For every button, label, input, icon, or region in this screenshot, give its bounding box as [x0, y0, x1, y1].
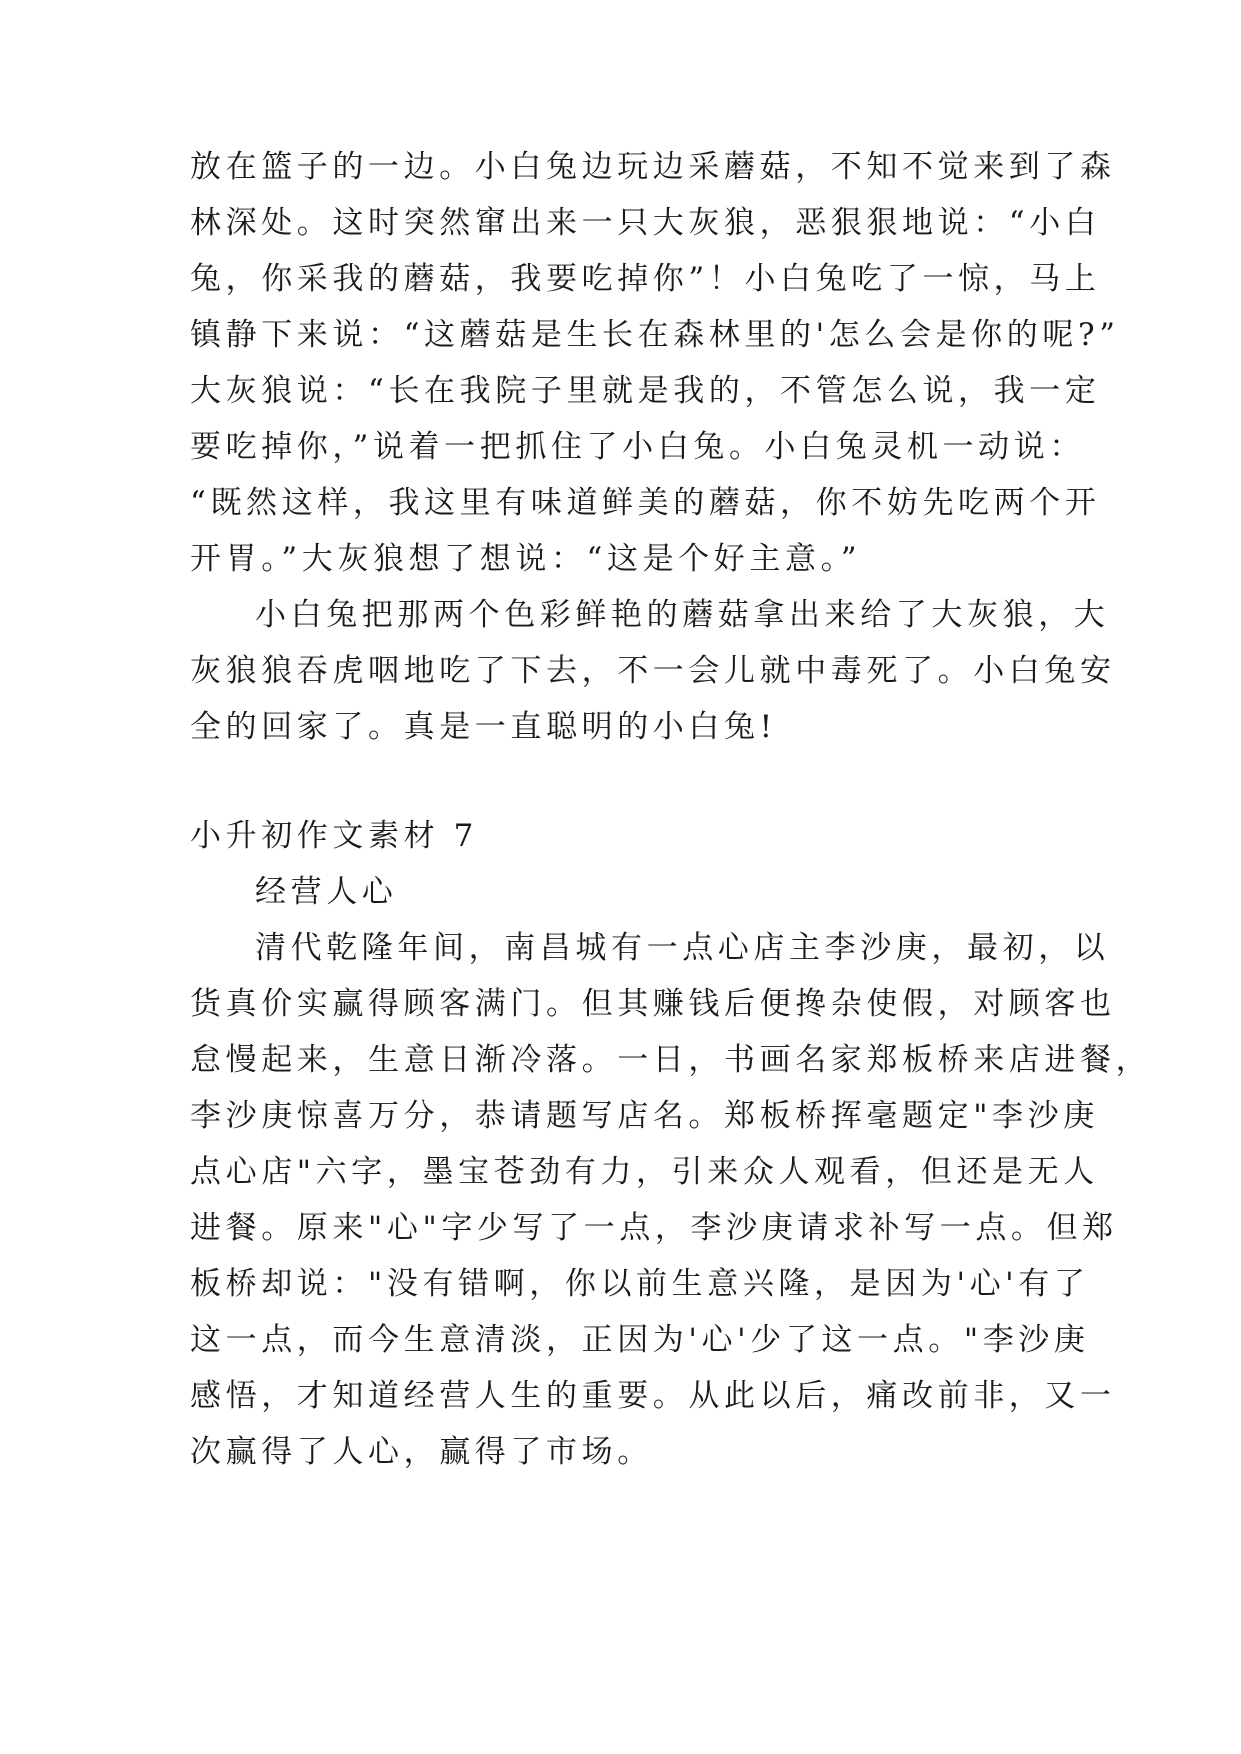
story-line: 大灰狼说：“长在我院子里就是我的，不管怎么说，我一定 [190, 373, 1101, 409]
story-line: 要吃掉你，”说着一把抓住了小白兔。小白兔灵机一动说： [190, 429, 1085, 465]
story-line: 全的回家了。真是一直聪明的小白兔! [190, 709, 777, 745]
story-line: 放在篮子的一边。小白兔边玩边采蘑菇，不知不觉来到了森 [190, 149, 1116, 185]
section-heading: 小升初作文素材 7 [190, 818, 478, 854]
essay-title: 经营人心 [255, 874, 398, 910]
essay-line: 怠慢起来，生意日渐冷落。一日，书画名家郑板桥来店进餐， [190, 1042, 1152, 1078]
story-line: 灰狼狼吞虎咽地吃了下去，不一会儿就中毒死了。小白兔安 [190, 653, 1116, 689]
essay-line: 次赢得了人心，赢得了市场。 [190, 1434, 653, 1470]
essay-line: 货真价实赢得顾客满门。但其赚钱后便搀杂使假，对顾客也 [190, 986, 1116, 1022]
essay-line: 这一点，而今生意清淡，正因为'心'少了这一点。"李沙庚 [190, 1322, 1090, 1358]
story-line: 镇静下来说：“这蘑菇是生长在森林里的'怎么会是你的呢?” [190, 317, 1120, 353]
story-line: “既然这样，我这里有味道鲜美的蘑菇，你不妨先吃两个开 [190, 485, 1101, 521]
story-line: 林深处。这时突然窜出来一只大灰狼，恶狠狠地说：“小白 [190, 205, 1101, 241]
essay-line: 进餐。原来"心"字少写了一点，李沙庚请求补写一点。但郑 [190, 1210, 1118, 1246]
essay-line: 李沙庚惊喜万分，恭请题写店名。郑板桥挥毫题定"李沙庚 [190, 1098, 1099, 1134]
essay-line: 感悟，才知道经营人生的重要。从此以后，痛改前非，又一 [190, 1378, 1116, 1414]
essay-line: 清代乾隆年间，南昌城有一点心店主李沙庚，最初，以 [255, 930, 1110, 966]
story-line: 开胃。”大灰狼想了想说：“这是个好主意。” [190, 541, 862, 577]
story-line: 兔，你采我的蘑菇，我要吃掉你”！小白兔吃了一惊，马上 [190, 261, 1101, 297]
essay-line: 点心店"六字，墨宝苍劲有力，引来众人观看，但还是无人 [190, 1154, 1099, 1190]
essay-line: 板桥却说："没有错啊，你以前生意兴隆，是因为'心'有了 [190, 1266, 1090, 1302]
story-line: 小白兔把那两个色彩鲜艳的蘑菇拿出来给了大灰狼，大 [255, 597, 1110, 633]
